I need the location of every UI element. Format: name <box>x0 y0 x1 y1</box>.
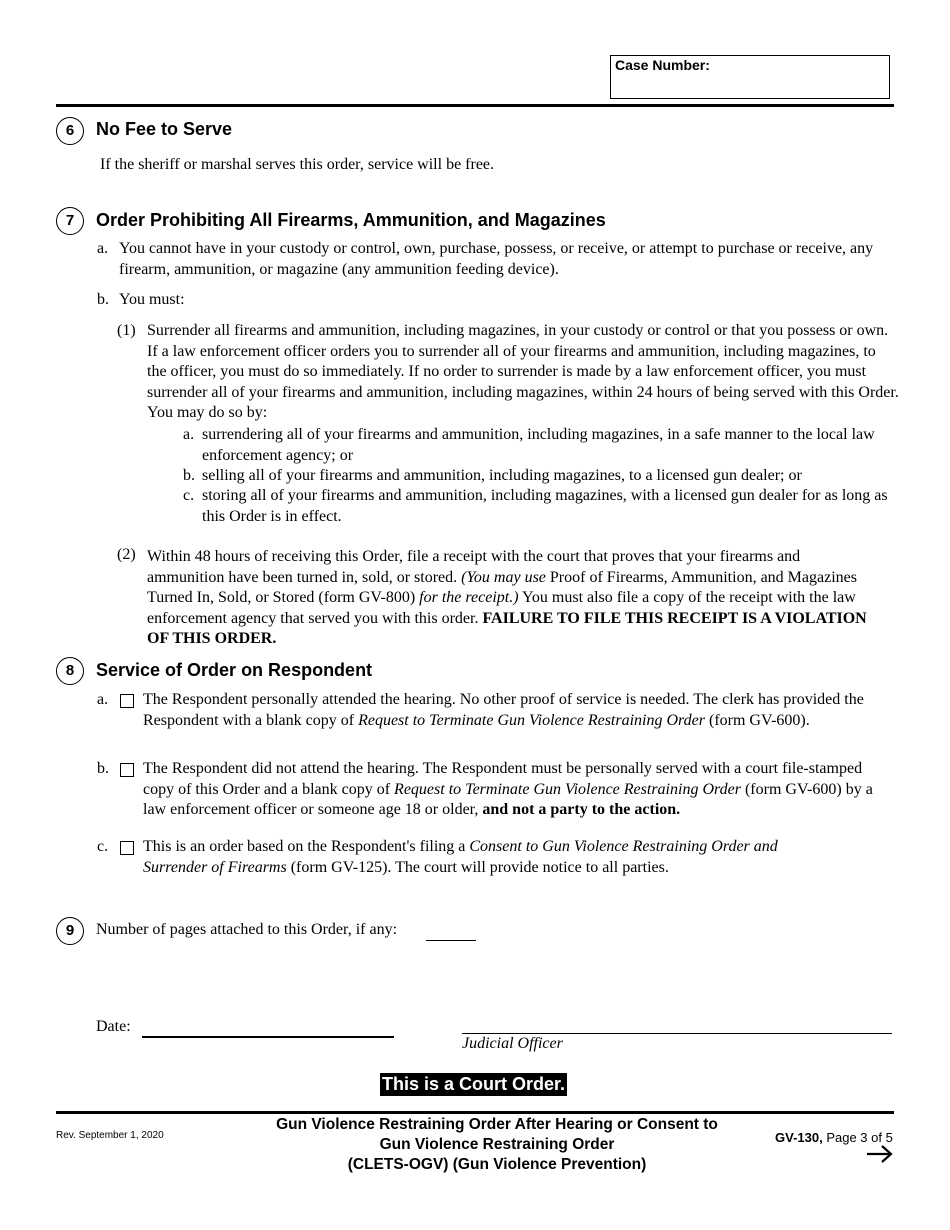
revision-date: Rev. September 1, 2020 <box>56 1130 164 1141</box>
section-9-text: Number of pages attached to this Order, if any: <box>96 921 398 938</box>
section-6-text: If the sheriff or marshal serves this order, service will be free. <box>100 156 495 173</box>
option-b-label: b. <box>183 467 195 484</box>
item-7a-label: a. <box>97 240 109 257</box>
date-field[interactable] <box>142 1036 394 1038</box>
item-8a-checkbox[interactable] <box>120 694 134 708</box>
section-9-number: 9 <box>56 917 84 945</box>
footer-title-line-1: Gun Violence Restraining Order After Hearing or Consent to <box>276 1116 718 1133</box>
item-8b-checkbox[interactable] <box>120 763 134 777</box>
case-number-label: Case Number: <box>615 57 710 73</box>
item-8a-label: a. <box>97 691 109 708</box>
arrow-right-icon[interactable] <box>866 1144 894 1169</box>
item-7a-text: You cannot have in your custody or control, own, purchase, possess, or receive, or attempt to purchase or receive, any firearm, ammunition, or magazine (any ammunition feeding device). <box>119 240 874 278</box>
item-7b-label: b. <box>97 291 109 308</box>
footer-title <box>230 1115 764 1175</box>
item-7b-text: You must: <box>119 291 185 308</box>
option-c-text: storing all of your firearms and ammunition, including magazines, with a licensed gun dealer for as long as this Order is in effect. <box>202 487 888 525</box>
item-8b-label: b. <box>97 760 109 777</box>
option-b-text: selling all of your firearms and ammunition, including magazines, to a licensed gun dealer; or <box>202 467 802 484</box>
header-rule <box>56 104 894 107</box>
section-6-number: 6 <box>56 117 84 145</box>
section-6-title: No Fee to Serve <box>96 119 233 139</box>
footer-rule <box>56 1111 894 1114</box>
item-8a-text: The Respondent personally attended the hearing. No other proof of service is needed. The clerk has provided the Respondent with a blank copy of Request to Terminate Gun Violence Restraining Order (form GV-600). <box>143 691 864 729</box>
section-7-number: 7 <box>56 207 84 235</box>
item-7b2-label: (2) <box>117 546 136 563</box>
item-7b1-label: (1) <box>117 322 136 339</box>
option-a-label: a. <box>183 426 195 443</box>
judicial-officer-label: Judicial Officer <box>462 1035 563 1052</box>
footer-title-line-2: Gun Violence Restraining Order <box>379 1136 615 1153</box>
option-a-text: surrendering all of your firearms and ammunition, including magazines, in a safe manner to the local law enforcement agency; or <box>202 426 875 464</box>
item-7b2-text: Within 48 hours of receiving this Order, file a receipt with the court that proves that your firearms and ammunition have been turned in, sold, or stored. (You may use Proof of Firearms, Ammunition, and Magazines Turned In, Sold, or Stored (form GV-800) for the receipt.) You must also file a copy of the receipt with the law enforcement agency that served you with this order. FAILURE TO FILE THIS RECEIPT IS A VIOLATION OF THIS ORDER. <box>147 548 867 647</box>
option-c-label: c. <box>183 487 195 504</box>
pages-attached-field[interactable] <box>426 940 476 941</box>
footer-title-line-3: (CLETS-OGV) (Gun Violence Prevention) <box>347 1156 647 1173</box>
item-8c-text: This is an order based on the Respondent's filing a Consent to Gun Violence Restraining Order and Surrender of Firearms (form GV-125). The court will provide notice to all parties. <box>143 838 778 876</box>
item-7b1-text: Surrender all firearms and ammunition, including magazines, in your custody or control or that you possess or own. If a law enforcement officer orders you to surrender all of your firearms and ammunition, including magazines, to the officer, you must do so immediately. If no order to surrender is made by a law enforcement officer, you must surrender all of your firearms and ammunition, including magazines, within 24 hours of being served with this Order. You may do so by: <box>147 322 899 421</box>
item-8c-checkbox[interactable] <box>120 841 134 855</box>
court-order-banner: This is a Court Order. <box>382 1074 566 1094</box>
section-8-title: Service of Order on Respondent <box>96 660 373 680</box>
section-8-number: 8 <box>56 657 84 685</box>
form-page-info: GV-130, Page 3 of 5 <box>775 1130 893 1145</box>
date-label: Date: <box>96 1018 131 1035</box>
item-8c-label: c. <box>97 838 109 855</box>
item-8b-text: The Respondent did not attend the hearing. The Respondent must be personally served with a court file-stamped copy of this Order and a blank copy of Request to Terminate Gun Violence Restraining Order (form GV-600) by a law enforcement officer or someone age 18 or older, and not a party to the action. <box>143 760 873 818</box>
section-7-title: Order Prohibiting All Firearms, Ammunition, and Magazines <box>96 210 606 230</box>
